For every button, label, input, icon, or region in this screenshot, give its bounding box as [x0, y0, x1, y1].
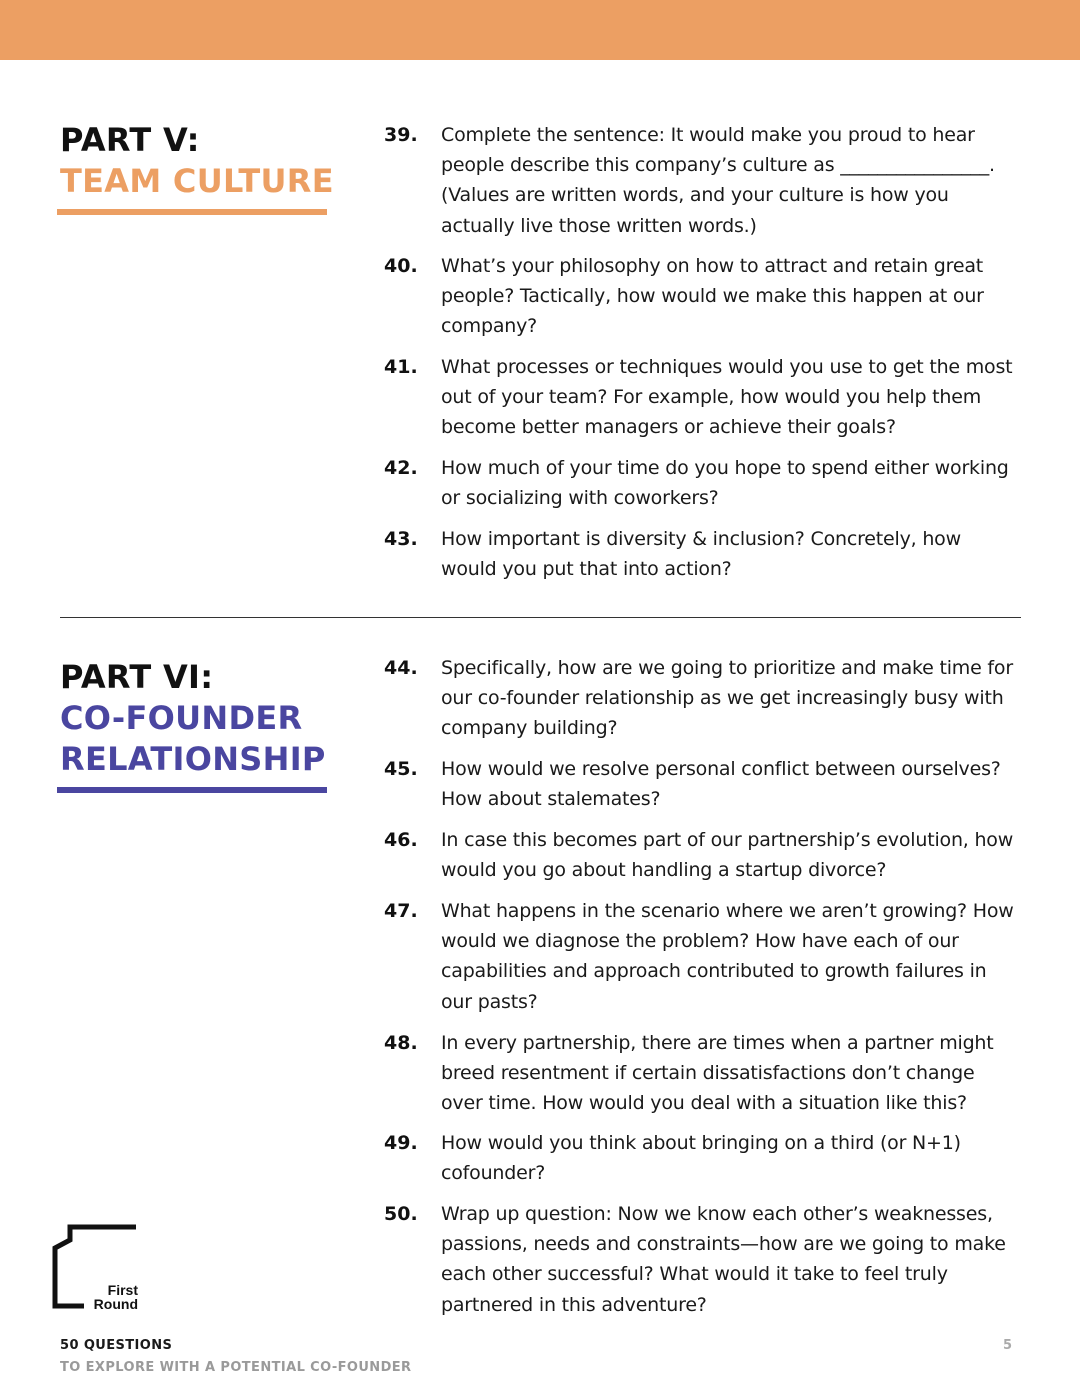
question-text: In every partnership, there are times when a partner might breed resentment if certain dissatisfactions don’t change over time. How would you deal with a situation like this? — [441, 1032, 994, 1115]
question-text: In case this becomes part of our partnership’s evolution, how would you go about handling a startup divorce? — [441, 829, 1014, 882]
question-text: What processes or techniques would you use to get the most out of your team? For example, how would you help them become better managers or achieve their goals? — [441, 356, 1013, 439]
footer-title: 50 QUESTIONS — [60, 1338, 173, 1353]
part5-subtitle: TEAM CULTURE — [60, 162, 334, 200]
page-number: 5 — [1003, 1338, 1013, 1353]
question-text: How much of your time do you hope to spend either working or socializing with coworkers? — [441, 457, 1009, 510]
part6-label: PART VI: — [60, 658, 214, 696]
question-text: What happens in the scenario where we aren’t growing? How would we diagnose the problem? How have each of our capabilities and approach contributed to growth failures in our pasts? — [441, 900, 1014, 1013]
first-round-logo — [52, 1224, 142, 1314]
footer-subtitle: TO EXPLORE WITH A POTENTIAL CO-FOUNDER — [60, 1360, 412, 1375]
logo-text-round: Round — [93, 1296, 138, 1312]
question-text: How would you think about bringing on a third (or N+1) cofounder? — [441, 1132, 961, 1185]
question-number: 47. — [384, 900, 418, 922]
question-number: 42. — [384, 457, 418, 479]
question-number: 46. — [384, 829, 418, 851]
logo-text-first: First — [107, 1282, 138, 1298]
question-number: 50. — [384, 1203, 418, 1225]
part6-underline — [57, 787, 327, 793]
part5-label: PART V: — [60, 121, 200, 159]
question-text: How important is diversity & inclusion? Concretely, how would you put that into action? — [441, 528, 961, 581]
section-divider — [60, 617, 1021, 618]
question-text: Specifically, how are we going to prioritize and make time for our co-founder relationship as we get increasingly busy with company building? — [441, 657, 1013, 740]
question-number: 48. — [384, 1032, 418, 1054]
question-number: 40. — [384, 255, 418, 277]
question-number: 45. — [384, 758, 418, 780]
part6-heading — [60, 657, 326, 780]
question-number: 41. — [384, 356, 418, 378]
header-bar — [0, 0, 1080, 60]
question-text: What’s your philosophy on how to attract and retain great people? Tactically, how would we make this happen at our company? — [441, 255, 984, 338]
part5-heading — [60, 120, 334, 202]
question-number: 43. — [384, 528, 418, 550]
part5-underline — [57, 209, 327, 215]
question-text: How would we resolve personal conflict between ourselves? How about stalemates? — [441, 758, 1001, 811]
question-number: 39. — [384, 124, 418, 146]
question-text: Complete the sentence: It would make you proud to hear people describe this company’s culture as ________________. (Values are written words, and your culture is how you actually live those written words.) — [441, 124, 995, 237]
question-text: Wrap up question: Now we know each other’s weaknesses, passions, needs and constraints—how are we going to make each other successful? What would it take to feel truly partnered in this adventure? — [441, 1203, 1006, 1316]
question-number: 44. — [384, 657, 418, 679]
part6-subtitle: CO-FOUNDER RELATIONSHIP — [60, 699, 326, 778]
question-number: 49. — [384, 1132, 418, 1154]
